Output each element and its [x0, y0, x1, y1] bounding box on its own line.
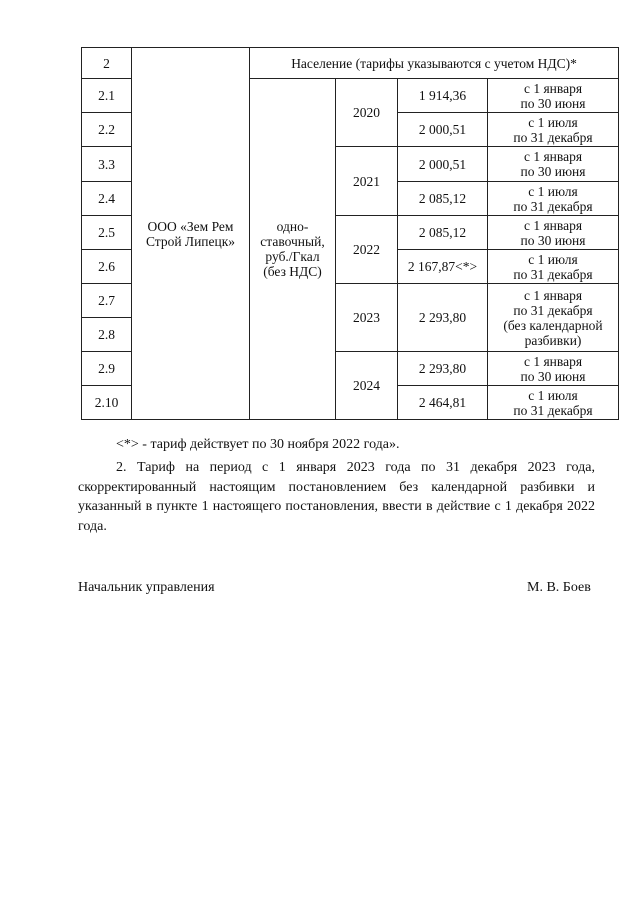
row-number: 2.2 — [82, 113, 132, 147]
period-cell: с 1 июля по 31 декабря — [488, 113, 619, 147]
tariff-table — [81, 47, 619, 420]
year-cell: 2021 — [336, 147, 398, 216]
row-number: 2.7 — [82, 284, 132, 318]
year-cell: 2020 — [336, 79, 398, 147]
period-cell: с 1 января по 30 июня — [488, 79, 619, 113]
signatory-position: Начальник управления — [78, 580, 215, 595]
row-number: 3.3 — [82, 147, 132, 182]
signatory-name: М. В. Боев — [527, 580, 591, 595]
year-cell: 2023 — [336, 284, 398, 352]
year-cell: 2024 — [336, 352, 398, 420]
footnote: <*> - тариф действует по 30 ноября 2022 года». — [116, 437, 400, 452]
period-cell: с 1 января по 31 декабря (без календарной разбивки) — [488, 284, 619, 352]
price-cell: 2 464,81 — [398, 386, 488, 420]
rate-type-cell: одно- ставочный, руб./Гкал (без НДС) — [250, 79, 336, 420]
population-header: Население (тарифы указываются с учетом НДС)* — [250, 48, 619, 79]
period-cell: с 1 января по 30 июня — [488, 352, 619, 386]
organization-cell: ООО «Зем Рем Строй Липецк» — [132, 48, 250, 420]
price-cell: 2 085,12 — [398, 216, 488, 250]
price-cell: 2 000,51 — [398, 147, 488, 182]
year-cell: 2022 — [336, 216, 398, 284]
row-number: 2.5 — [82, 216, 132, 250]
period-cell: с 1 июля по 31 декабря — [488, 250, 619, 284]
price-cell: 2 167,87<*> — [398, 250, 488, 284]
price-cell: 2 000,51 — [398, 113, 488, 147]
period-cell: с 1 июля по 31 декабря — [488, 182, 619, 216]
body-paragraph: 2. Тариф на период с 1 января 2023 года по 31 декабря 2023 года, скорректированный настоящим постановлением без календарной разбивки и указанный в пункте 1 настоящего постановления, ввести в действие с 1 декабря 2022 года. — [78, 460, 595, 534]
price-cell: 2 293,80 — [398, 352, 488, 386]
row-number: 2.10 — [82, 386, 132, 420]
price-cell: 2 293,80 — [398, 284, 488, 352]
price-cell: 2 085,12 — [398, 182, 488, 216]
row-number: 2.4 — [82, 182, 132, 216]
row-number: 2 — [82, 48, 132, 79]
period-cell: с 1 июля по 31 декабря — [488, 386, 619, 420]
row-number: 2.8 — [82, 318, 132, 352]
table-row — [82, 48, 619, 79]
period-cell: с 1 января по 30 июня — [488, 147, 619, 182]
period-cell: с 1 января по 30 июня — [488, 216, 619, 250]
row-number: 2.6 — [82, 250, 132, 284]
row-number: 2.1 — [82, 79, 132, 113]
row-number: 2.9 — [82, 352, 132, 386]
price-cell: 1 914,36 — [398, 79, 488, 113]
